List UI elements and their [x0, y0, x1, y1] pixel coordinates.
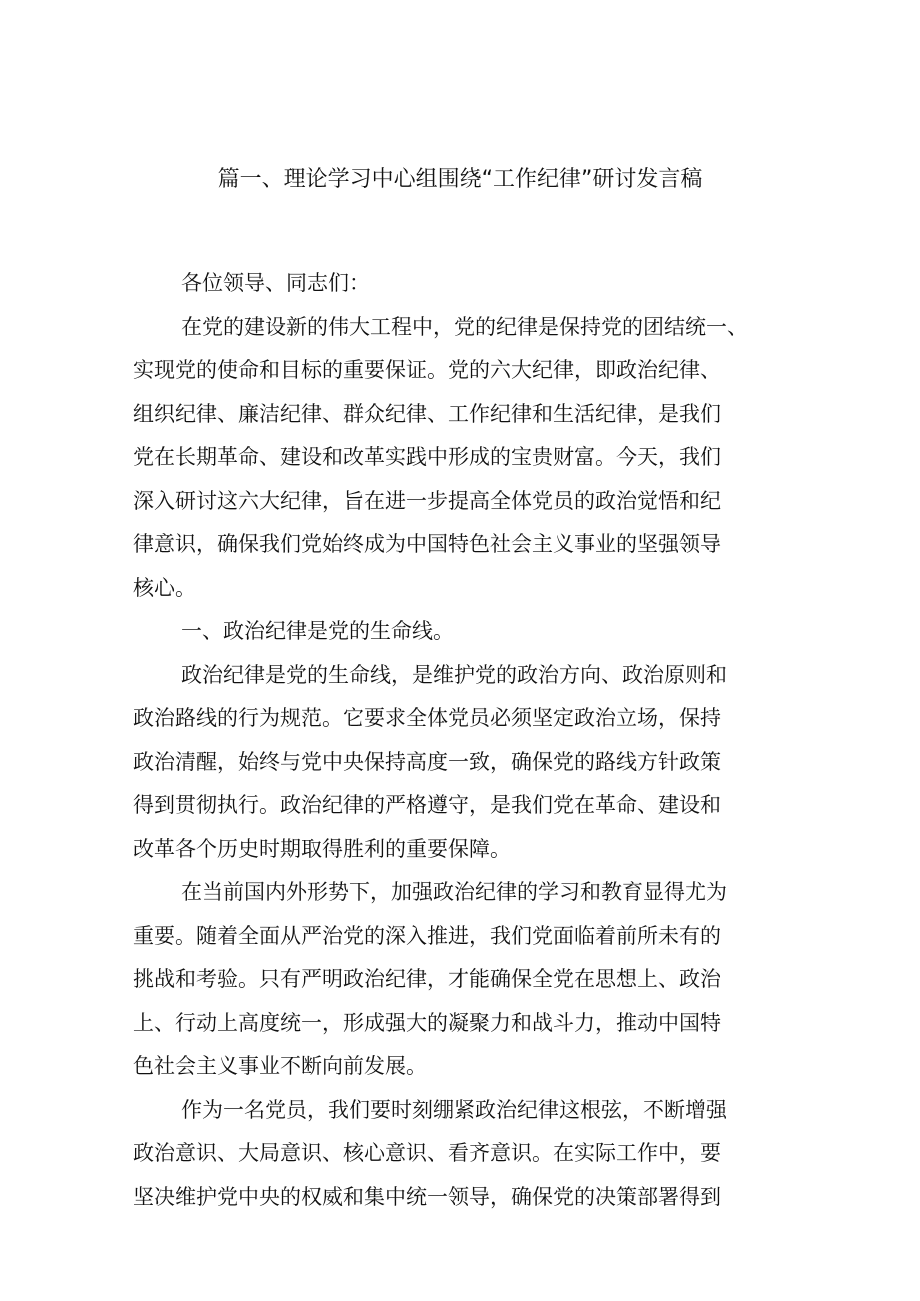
body-line: 挑战和考验。只有严明政治纪律，才能确保全党在思想上、政治: [133, 967, 721, 991]
body-line: 政治意识、大局意识、核心意识、看齐意识。在实际工作中，要: [133, 1141, 721, 1165]
body-line: 政治路线的行为规范。它要求全体党员必须坚定政治立场，保持: [133, 706, 721, 730]
body-line: 组织纪律、廉洁纪律、群众纪律、工作纪律和生活纪律，是我们: [133, 401, 721, 426]
body-line: 重要。随着全面从严治党的深入推进，我们党面临着前所未有的: [133, 923, 721, 948]
body-line: 改革各个历史时期取得胜利的重要保障。: [133, 836, 511, 861]
body-line: 上、行动上高度统一，形成强大的凝聚力和战斗力，推动中国特: [133, 1010, 721, 1035]
body-line: 在当前国内外形势下，加强政治纪律的学习和教育显得尤为: [181, 880, 727, 904]
document-title: 篇一、理论学习中心组围绕“工作纪律”研讨发言稿: [217, 167, 703, 192]
body-line: 得到贯彻执行。政治纪律的严格遵守，是我们党在革命、建设和: [133, 793, 721, 817]
document-body: [133, 262, 793, 1219]
body-line: 色社会主义事业不断向前发展。: [133, 1054, 427, 1078]
body-line: 坚决维护党中央的权威和集中统一领导，确保党的决策部署得到: [133, 1184, 721, 1209]
body-line: 政治清醒，始终与党中央保持高度一致，确保党的路线方针政策: [133, 749, 721, 774]
body-line: 实现党的使命和目标的重要保证。党的六大纪律，即政治纪律、: [133, 358, 721, 382]
body-line: 党在长期革命、建设和改革实践中形成的宝贵财富。今天，我们: [133, 445, 721, 469]
body-line: 一、政治纪律是党的生命线。: [181, 619, 454, 643]
body-line: 各位领导、同志们：: [181, 271, 370, 295]
body-line: 律意识，确保我们党始终成为中国特色社会主义事业的坚强领导: [133, 532, 721, 556]
body-line: 政治纪律是党的生命线，是维护党的政治方向、政治原则和: [181, 662, 727, 687]
body-line: 深入研讨这六大纪律，旨在进一步提高全体党员的政治觉悟和纪: [133, 488, 721, 513]
body-line: 作为一名党员，我们要时刻绷紧政治纪律这根弦，不断增强: [181, 1097, 727, 1122]
body-line: 核心。: [133, 575, 196, 600]
body-line: 在党的建设新的伟大工程中，党的纪律是保持党的团结统一、: [181, 314, 748, 339]
